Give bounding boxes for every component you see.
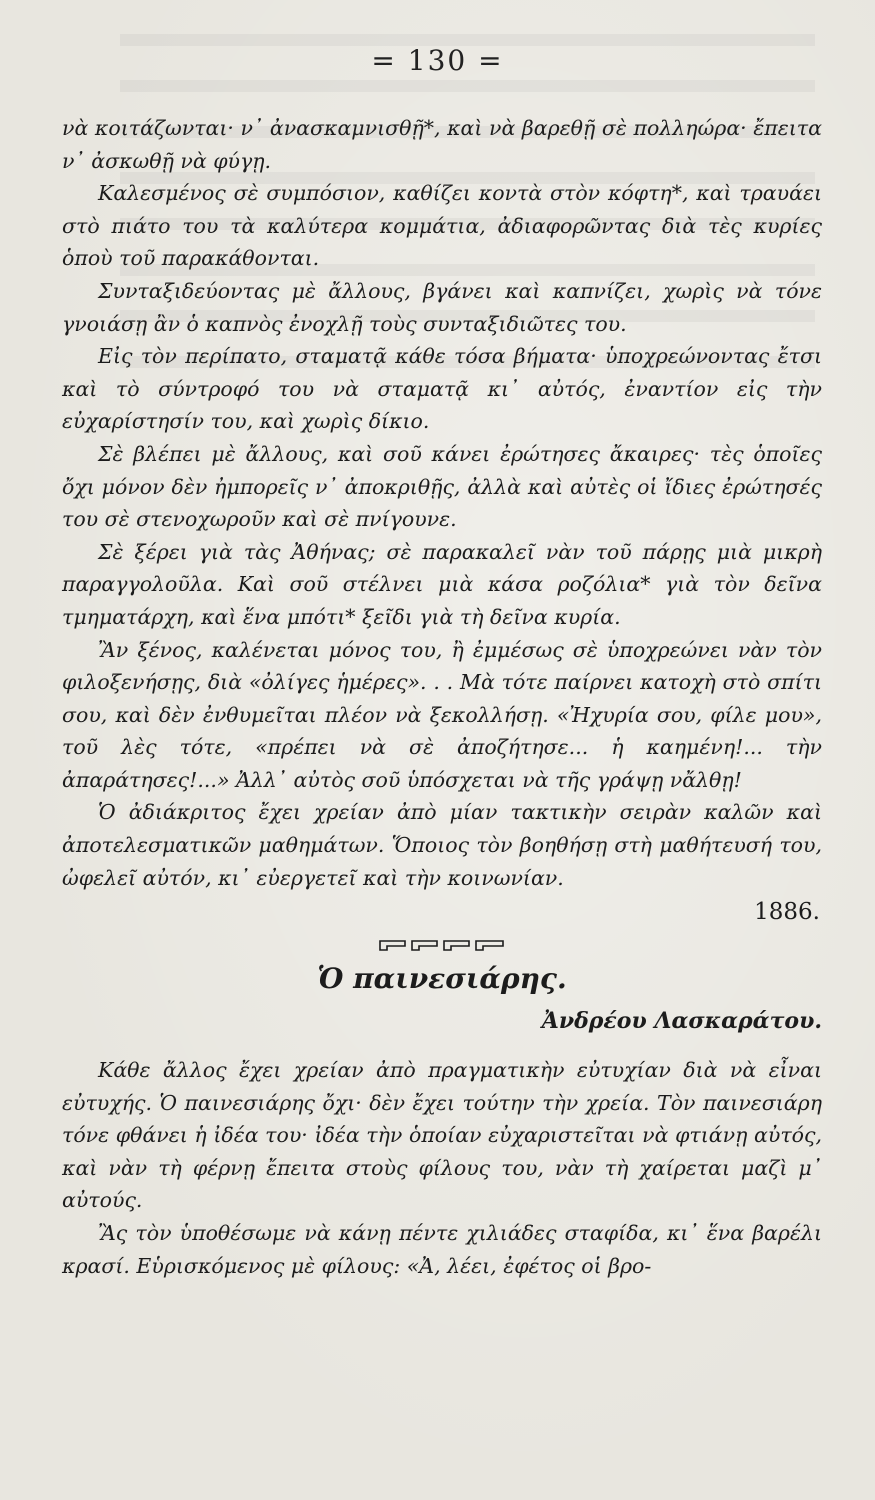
paragraph: Ἂν ξένος, καλένεται μόνος του, ἢ ἐμμέσως σὲ ὑποχρεώνει νὰν τὸν φιλοξενήσῃς, διὰ «ὀλίγες ἡμέρες». . . Μὰ τότε παίρνει κατοχὴ στὸ σπίτι σου, καὶ δὲν ἐνθυμεῖται πλέον νὰ ξεκολλήσῃ. «Ἠχυρία σου, φίλε μου», τοῦ λὲς τότε, «πρέπει νὰ σὲ ἀποζήτησε... ἡ καημένη!... τὴν ἀπαράτησες!...» Ἀλλ᾽ αὐτὸς σοῦ ὑπόσχεται νὰ τῆς γράψῃ νἄλθῃ! <box>62 637 822 792</box>
essay-author: Ἀνδρέου Λασκαράτου. <box>541 1008 822 1035</box>
essay-title: Ὁ παινεσιάρης. <box>317 961 567 995</box>
paragraph: Κάθε ἄλλος ἔχει χρείαν ἀπὸ πραγματικὴν εὐτυχίαν διὰ νὰ εἶναι εὐτυχής. Ὁ παινεσιάρης ὄχι· δὲν ἔχει τούτην τὴν χρεία. Τὸν παινεσιάρη τόνε φθάνει ἡ ἰδέα του· ἰδέα τὴν ὁποίαν εὐχαριστεῖται νὰ φτιάνῃ αὐτός, καὶ νὰν τὴ φέρνῃ ἔπειτα στοὺς φίλους του, νὰν τὴ χαίρεται μαζὶ μ᾽ αὐτούς. <box>62 1058 822 1213</box>
page-number: = 130 = <box>371 44 504 77</box>
paragraph: Ὁ ἀδιάκριτος ἔχει χρείαν ἀπὸ μίαν τακτικὴν σειρὰν καλῶν καὶ ἀποτελεσματικῶν μαθημάτων. Ὅποιος τὸν βοηθήσῃ στὴ μαθήτευσή του, ὠφελεῖ αὐτόν, κι᾽ εὐεργετεῖ καὶ τὴν κοινωνίαν. <box>62 800 822 890</box>
essay-date: 1886. <box>754 899 820 926</box>
paragraph: Εἰς τὸν περίπατο, σταματᾷ κάθε τόσα βήματα· ὑποχρεώνοντας ἔτσι καὶ τὸ σύντροφό του νὰ σταματᾷ κι᾽ αὐτός, ἐναντίον εἰς τὴν εὐχαρίστησίν του, καὶ χωρὶς δίκιο. <box>62 344 822 434</box>
paragraph: Συνταξιδεύοντας μὲ ἄλλους, βγάνει καὶ καπνίζει, χωρὶς νὰ τόνε γνοιάσῃ ἂν ὁ καπνὸς ἐνοχλῇ τοὺς συνταξιδιῶτες του. <box>62 278 822 336</box>
paragraph: Καλεσμένος σὲ συμπόσιον, καθίζει κοντὰ στὸν κόφτη*, καὶ τραυάει στὸ πιάτο του τὰ καλύτερα κομμάτια, ἀδιαφορῶντας διὰ τὲς κυρίες ὁποὺ τοῦ παρακάθονται. <box>62 181 822 271</box>
paragraph: Ἂς τὸν ὑποθέσωμε νὰ κάνῃ πέντε χιλιάδες σταφίδα, κι᾽ ἕνα βαρέλι κρασί. Εὑρισκόμενος μὲ φίλους: «Ἀ, λέει, ἐφέτος οἱ βρο- <box>62 1221 822 1278</box>
paragraph: Σὲ ξέρει γιὰ τὰς Ἀθήνας; σὲ παρακαλεῖ νὰν τοῦ πάρῃς μιὰ μικρὴ παραγγολοῦλα. Καὶ σοῦ στέλνει μιὰ κάσα ροζόλια* γιὰ τὸν δεῖνα τμηματάρχη, καὶ ἕνα μπότι* ξεῖδι γιὰ τὴ δεῖνα κυρία. <box>62 539 822 629</box>
paragraph: Σὲ βλέπει μὲ ἄλλους, καὶ σοῦ κάνει ἐρώτησες ἄκαιρες· τὲς ὁποῖες ὄχι μόνον δὲν ἠμπορεῖς ν᾽ ἀποκριθῇς, ἀλλὰ καὶ αὐτὲς οἱ ἴδιες ἐρώτησές του σὲ στενοχωροῦν καὶ σὲ πνίγουνε. <box>62 441 822 532</box>
paragraph: νὰ κοιτάζωνται· ν᾽ ἀνασκαμνισθῇ*, καὶ νὰ βαρεθῇ σὲ πολληώρα· ἔπειτα ν᾽ ἀσκωθῇ νὰ φύγῃ. <box>62 116 822 173</box>
text-body <box>62 112 822 1282</box>
decorative-ornament-icon <box>62 937 822 953</box>
